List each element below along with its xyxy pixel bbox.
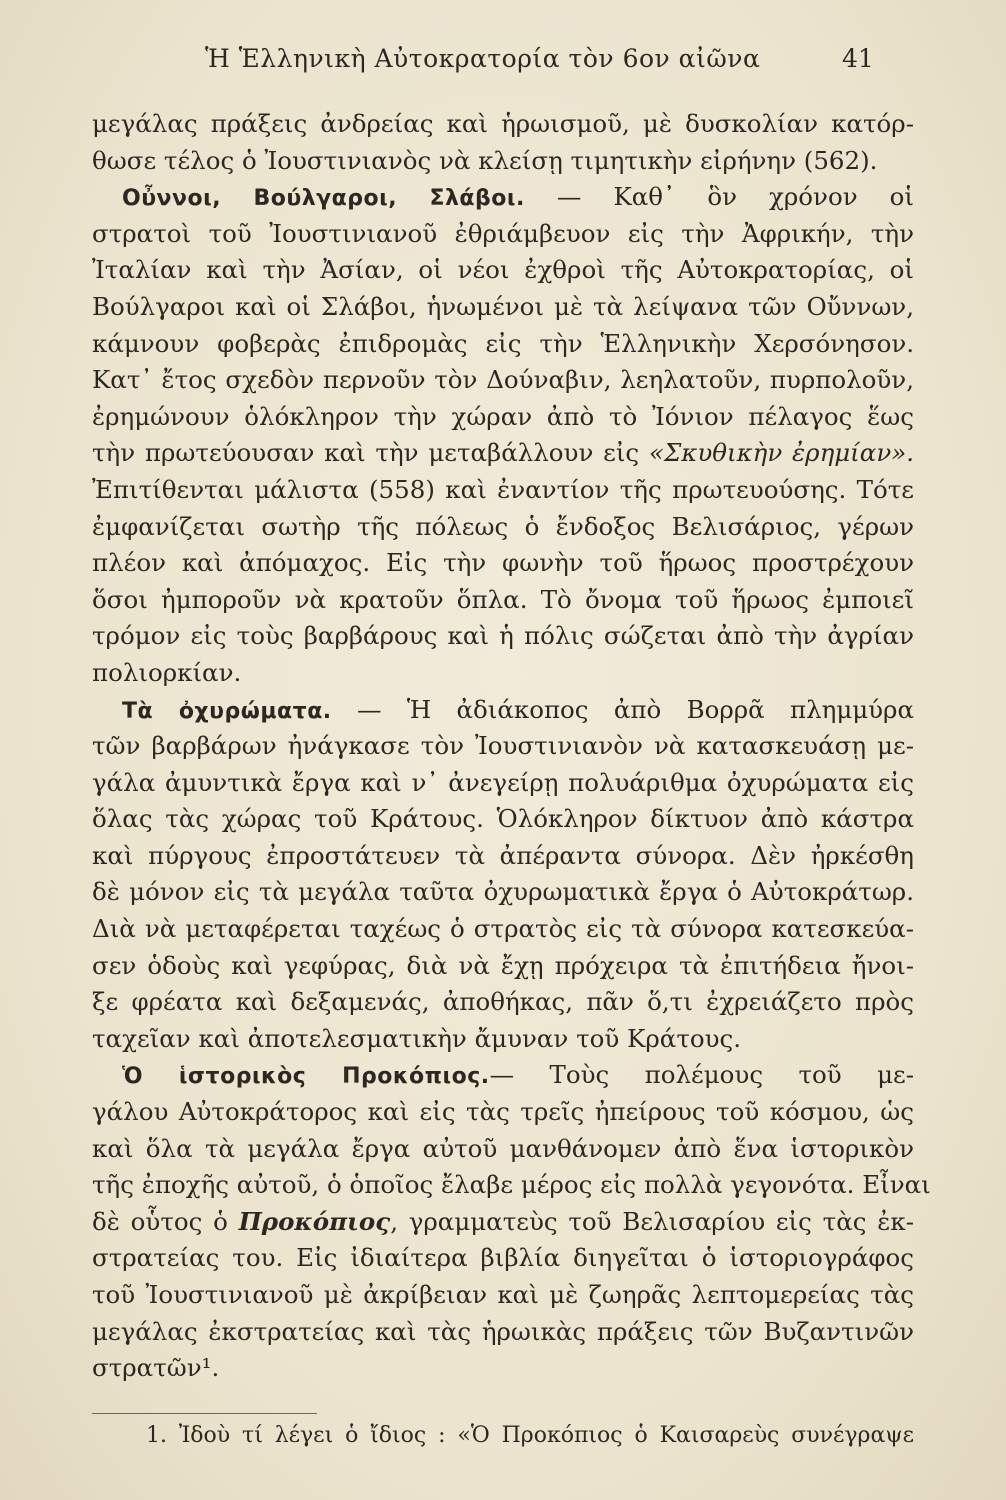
text-run: Βούλγαροι καὶ οἱ Σλάβοι, ἡνωμένοι μὲ τὰ λείψανα τῶν Οὔννων, [92,291,914,321]
text-run: ἐρημώνουν ὁλόκληρον τὴν χώραν ἀπὸ τὸ Ἰόνιον πέλαγος ἕως [92,401,914,431]
text-line [92,618,914,655]
text-line [92,289,914,326]
text-line [92,911,914,948]
text-line [92,399,914,436]
text-line [92,1240,914,1277]
text-line [92,1131,914,1168]
text-run: δὲ οὗτος ὁ [92,1206,239,1236]
text-line [92,106,914,143]
text-run: στρατῶν¹. [92,1353,220,1383]
text-line [92,252,914,289]
body-text [92,106,931,1387]
text-line [92,1094,914,1131]
text-run: ὅλας τὰς χώρας τοῦ Κράτους. Ὁλόκληρον δίκτυον ἀπὸ κάστρα [92,804,914,834]
text-run: σεν ὁδοὺς καὶ γεφύρας, διὰ νὰ ἔχῃ πρόχειρα τὰ ἐπιτήδεια ἤνοι- [92,950,914,980]
emphasis-text: «Σκυθικὴν ἐρημίαν». [648,438,914,468]
section-heading: Οὖννοι, Βούλγαροι, Σλάβοι. [122,186,525,212]
text-line [92,509,914,546]
text-line [92,801,914,838]
text-line [92,1350,914,1387]
text-run: Ἐπιτίθενται μάλιστα (558) καὶ ἐναντίον τῆς πρωτευούσης. Τότε [92,474,914,504]
text-run: πλέον καὶ ἀπόμαχος. Εἰς τὴν φωνὴν τοῦ ἥρωος προστρέχουν [92,548,914,578]
emphasis-text: Προκόπιος [238,1206,391,1236]
text-line [92,984,914,1021]
text-line [92,362,914,399]
text-line [92,765,914,802]
text-run: τοῦ Ἰουστινιανοῦ μὲ ἀκρίβειαν καὶ μὲ ζωηρᾶς λεπτομερείας τὰς [92,1280,914,1309]
text-run: μεγάλας πράξεις ἀνδρείας καὶ ἡρωισμοῦ, μὲ δυσκολίαν κατόρ- [92,109,914,138]
text-run: γάλα ἀμυντικὰ ἔργα καὶ ν᾽ ἀνεγείρῃ πολυάριθμα ὀχυρώματα εἰς [92,767,914,797]
text-line [92,1277,914,1314]
text-run: — Τοὺς πολέμους τοῦ με- [489,1060,914,1090]
text-line [92,179,914,216]
text-run: καὶ πύργους ἐπροστάτευεν τὰ ἀπέραντα σύνορα. Δὲν ἠρκέσθη [92,840,914,870]
text-run: καὶ ὅλα τὰ μεγάλα ἔργα αὐτοῦ μανθάνομεν ἀπὸ ἕνα ἱστορικὸν [92,1133,914,1163]
text-run: στρατείας του. Εἰς ἰδιαίτερα βιβλία διηγεῖται ὁ ἱστοριογράφος [92,1243,914,1273]
text-run: μεγάλας ἐκστρατείας καὶ τὰς ἡρωικὰς πράξεις τῶν Βυζαντινῶν [92,1316,914,1346]
text-line [92,545,914,582]
text-line [92,1314,914,1351]
page-header [0,44,1006,84]
text-run: θωσε τέλος ὁ Ἰουστινιανὸς νὰ κλείσῃ τιμητικὴν εἰρήνην (562). [92,145,878,175]
text-run: Διὰ νὰ μεταφέρεται ταχέως ὁ στρατὸς εἰς τὰ σύνορα κατεσκεύα- [92,914,914,944]
text-run: τῆς ἐποχῆς αὐτοῦ, ὁ ὁποῖος ἔλαβε μέρος εἰς πολλὰ γεγονότα. Εἶναι [92,1170,931,1200]
text-run: τὴν πρωτεύουσαν καὶ τὴν μεταβάλλουν εἰς [92,438,649,468]
text-line [92,838,914,875]
text-run: στρατοὶ τοῦ Ἰουστινιανοῦ ἐθριάμβευον εἰς τὴν Ἀφρικήν, τὴν [92,218,914,248]
footnote-divider [92,1413,317,1414]
text-line [92,1204,914,1241]
text-line [92,582,914,619]
text-run: τρόμον εἰς τοὺς βαρβάρους καὶ ἡ πόλις σώζεται ἀπὸ τὴν ἀγρίαν [92,621,914,651]
text-run: ἐμφανίζεται σωτὴρ τῆς πόλεως ὁ ἔνδοξος Βελισάριος, γέρων [92,511,914,541]
text-run: πολιορκίαν. [92,657,242,687]
text-line [92,874,914,911]
page-number: 41 [842,44,874,73]
text-line [92,326,914,363]
section-heading: Τὰ ὀχυρώματα. [122,698,332,724]
text-run: ξε φρέατα καὶ δεξαμενάς, ἀποθήκας, πᾶν ὅ,τι ἐχρειάζετο πρὸς [92,987,914,1017]
text-line [92,692,914,729]
text-run: ταχεῖαν καὶ ἀποτελεσματικὴν ἄμυναν τοῦ Κράτους. [92,1023,742,1053]
text-line [92,143,914,180]
text-line [92,472,914,509]
text-line [92,728,914,765]
text-line [92,655,914,692]
text-line [92,948,914,985]
text-line [92,435,914,472]
text-run: Ἰταλίαν καὶ τὴν Ἀσίαν, οἱ νέοι ἐχθροὶ τῆς Αὐτοκρατορίας, οἱ [92,255,914,285]
text-run: Κατ᾽ ἔτος σχεδὸν περνοῦν τὸν Δούναβιν, λεηλατοῦν, πυρπολοῦν, [92,365,914,395]
running-title: Ἡ Ἑλληνικὴ Αὐτοκρατορία τὸν 6ον αἰῶνα [205,44,761,73]
text-line [92,1057,914,1094]
text-run: , γραμματεὺς τοῦ Βελισαρίου εἰς τὰς ἐκ- [390,1206,914,1236]
text-run: ὅσοι ἠμποροῦν νὰ κρατοῦν ὅπλα. Τὸ ὄνομα τοῦ ἥρωος ἐμποιεῖ [92,584,914,614]
text-line [92,1167,931,1204]
text-run: — Ἡ ἀδιάκοπος ἀπὸ Βορρᾶ πλημμύρα [331,694,915,724]
text-run: κάμνουν φοβερὰς ἐπιδρομὰς εἰς τὴν Ἑλληνικὴν Χερσόνησον. [92,328,914,358]
text-run: δὲ μόνον εἰς τὰ μεγάλα ταῦτα ὀχυρωματικὰ ἔργα ὁ Αὐτοκράτωρ. [92,877,914,907]
text-run: γάλου Αὐτοκράτορος καὶ εἰς τὰς τρεῖς ἠπείρους τοῦ κόσμου, ὡς [92,1097,914,1127]
text-run: — Καθ᾽ ὃν χρόνον οἱ [524,182,914,212]
footnote: 1. Ἰδοὺ τί λέγει ὁ ἴδιος : «Ὁ Προκόπιος ὁ Καισαρεὺς συνέγραψε [146,1423,914,1448]
text-line [92,1021,914,1058]
section-heading: Ὁ ἱστορικὸς Προκόπιος. [122,1064,490,1090]
text-line [92,216,914,253]
text-run: τῶν βαρβάρων ἠνάγκασε τὸν Ἰουστινιανὸν νὰ κατασκευάσῃ με- [92,731,914,761]
